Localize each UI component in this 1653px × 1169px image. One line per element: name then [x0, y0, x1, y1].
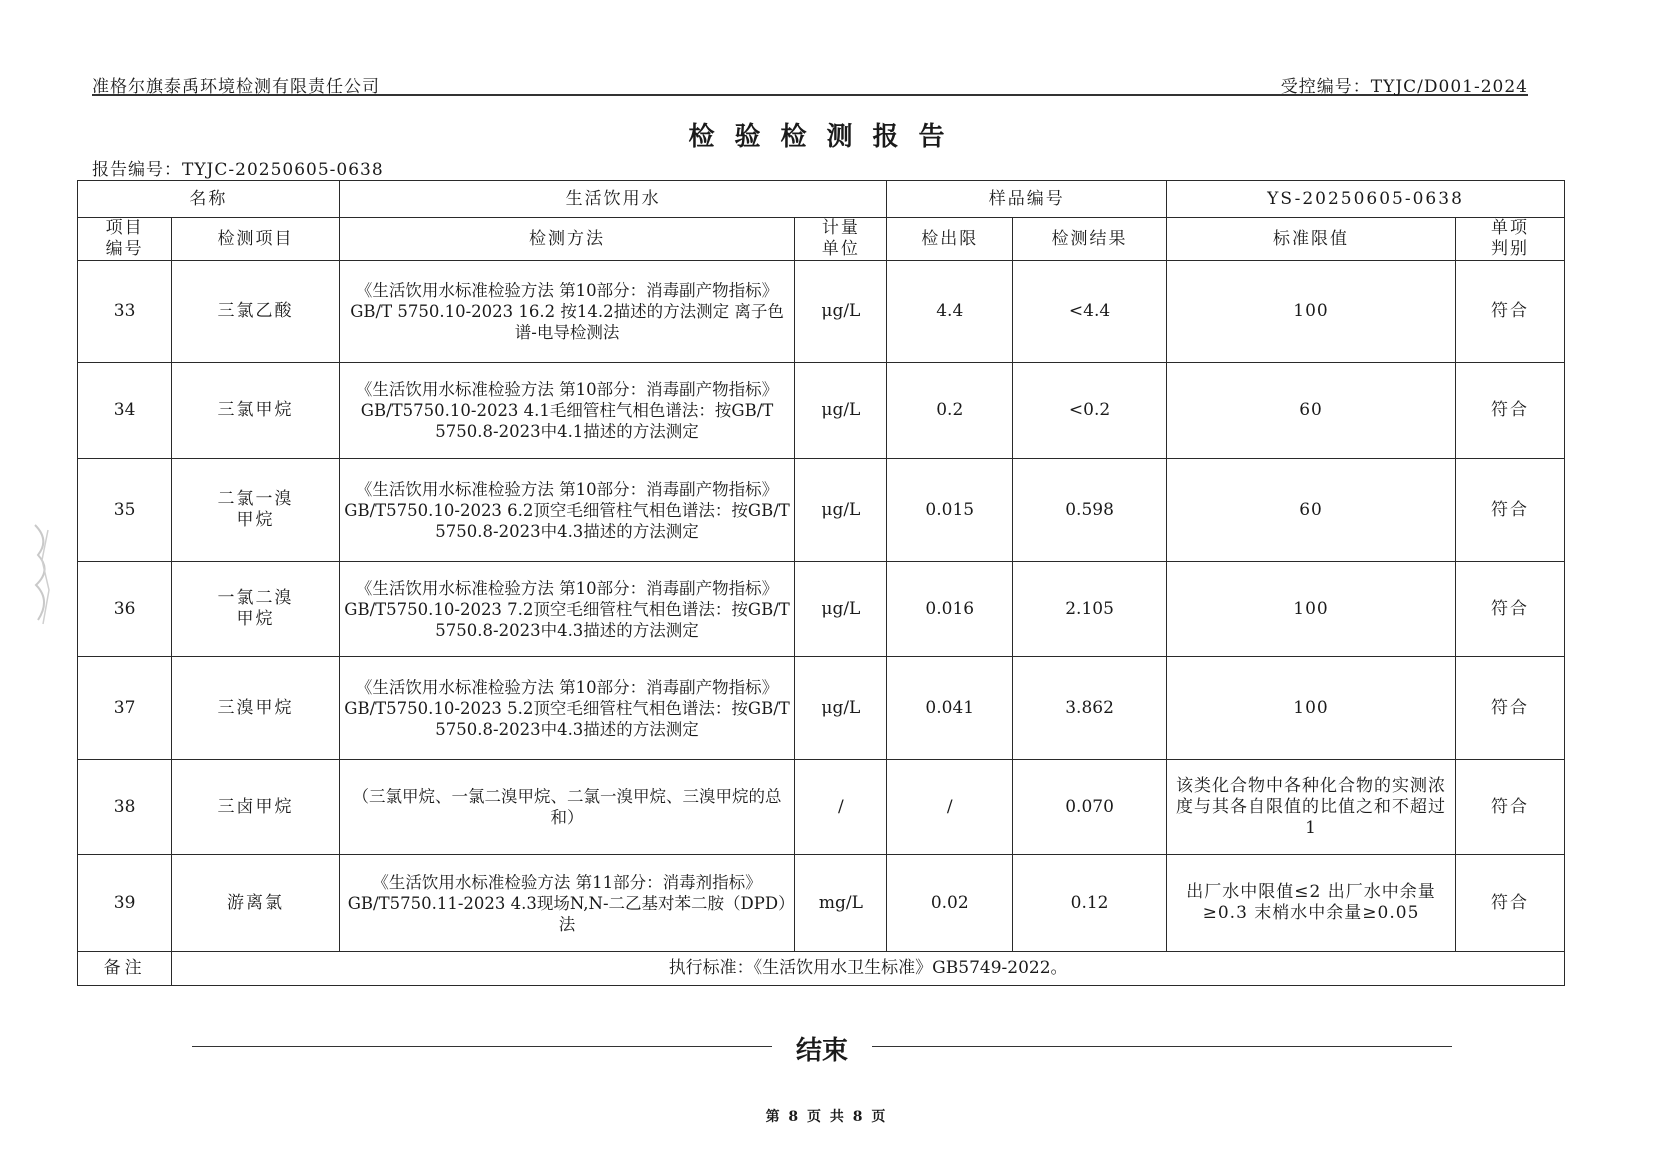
- end-rule-right: [872, 1046, 1452, 1047]
- test-method: 《生活饮用水标准检验方法 第10部分：消毒副产物指标》GB/T5750.10-2023 6.2顶空毛细管柱气相色谱法：按GB/T 5750.8-2023中4.3描述的方法测定: [339, 459, 795, 562]
- item-number: 39: [78, 855, 172, 952]
- detection-limit: 0.015: [887, 459, 1013, 562]
- column-header: 检测方法: [339, 218, 795, 261]
- column-header: 标准限值: [1167, 218, 1456, 261]
- report-title: 检验检测报告: [688, 122, 965, 152]
- test-method: 《生活饮用水标准检验方法 第11部分：消毒剂指标》GB/T5750.11-2023 4.3现场N,N-二乙基对苯二胺（DPD）法: [339, 855, 795, 952]
- standard-limit: 100: [1167, 562, 1456, 657]
- item-number: 35: [78, 459, 172, 562]
- detection-limit: /: [887, 760, 1013, 855]
- test-method: （三氯甲烷、一氯二溴甲烷、二氯一溴甲烷、三溴甲烷的总和）: [339, 760, 795, 855]
- standard-limit: 60: [1167, 363, 1456, 459]
- end-marker: [192, 1030, 1452, 1066]
- item-number: 36: [78, 562, 172, 657]
- item-number: 33: [78, 261, 172, 363]
- standard-limit: 100: [1167, 261, 1456, 363]
- item-name: 三氯乙酸: [172, 261, 340, 363]
- item-number: 37: [78, 657, 172, 760]
- page-header: [92, 72, 1528, 96]
- item-number: 34: [78, 363, 172, 459]
- judgement: 符合: [1456, 459, 1565, 562]
- test-result: 2.105: [1013, 562, 1167, 657]
- item-name: 三溴甲烷: [172, 657, 340, 760]
- table-row: [78, 760, 1565, 855]
- sample-value: YS-20250605-0638: [1167, 181, 1565, 218]
- test-method: 《生活饮用水标准检验方法 第10部分：消毒副产物指标》GB/T5750.10-2023 7.2顶空毛细管柱气相色谱法：按GB/T 5750.8-2023中4.3描述的方法测定: [339, 562, 795, 657]
- test-method: 《生活饮用水标准检验方法 第10部分：消毒副产物指标》GB/T 5750.10-2023 16.2 按14.2描述的方法测定 离子色谱-电导检测法: [339, 261, 795, 363]
- name-value: 生活饮用水: [339, 181, 887, 218]
- standard-limit: 100: [1167, 657, 1456, 760]
- table-row: [78, 363, 1565, 459]
- sample-info-row: [78, 181, 1565, 218]
- table-row: [78, 459, 1565, 562]
- unit: μg/L: [795, 363, 887, 459]
- test-result: <4.4: [1013, 261, 1167, 363]
- detection-limit: 0.016: [887, 562, 1013, 657]
- judgement: 符合: [1456, 363, 1565, 459]
- item-name: 二氯一溴 甲烷: [172, 459, 340, 562]
- unit: μg/L: [795, 261, 887, 363]
- test-result: <0.2: [1013, 363, 1167, 459]
- remark-row: [78, 952, 1565, 986]
- column-header: 项目 编号: [78, 218, 172, 261]
- table-row: [78, 855, 1565, 952]
- unit: mg/L: [795, 855, 887, 952]
- page-footer: 第 8 页 共 8 页: [765, 1109, 888, 1125]
- table-row: [78, 261, 1565, 363]
- control-number: 受控编号：TYJC/D001-2024: [1280, 77, 1528, 97]
- test-result: 0.12: [1013, 855, 1167, 952]
- detection-limit: 0.2: [887, 363, 1013, 459]
- item-name: 三卤甲烷: [172, 760, 340, 855]
- unit: /: [795, 760, 887, 855]
- column-header-row: [78, 218, 1565, 261]
- item-name: 游离氯: [172, 855, 340, 952]
- judgement: 符合: [1456, 657, 1565, 760]
- test-method: 《生活饮用水标准检验方法 第10部分：消毒副产物指标》GB/T5750.10-2023 5.2顶空毛细管柱气相色谱法：按GB/T 5750.8-2023中4.3描述的方法测定: [339, 657, 795, 760]
- company-name: 准格尔旗泰禹环境检测有限责任公司: [92, 77, 380, 97]
- judgement: 符合: [1456, 261, 1565, 363]
- unit: μg/L: [795, 657, 887, 760]
- sample-label: 样品编号: [887, 181, 1167, 218]
- column-header: 检测项目: [172, 218, 340, 261]
- column-header: 检测结果: [1013, 218, 1167, 261]
- report-number: 报告编号：TYJC-20250605-0638: [92, 160, 384, 180]
- judgement: 符合: [1456, 855, 1565, 952]
- remark-label: 备注: [78, 952, 172, 986]
- table-row: [78, 562, 1565, 657]
- remark-value: 执行标准：《生活饮用水卫生标准》GB5749-2022。: [172, 952, 1565, 986]
- column-header: 检出限: [887, 218, 1013, 261]
- standard-limit: 60: [1167, 459, 1456, 562]
- unit: μg/L: [795, 562, 887, 657]
- end-rule-left: [192, 1046, 772, 1047]
- seam-stamp-mark: [30, 520, 56, 630]
- test-method: 《生活饮用水标准检验方法 第10部分：消毒副产物指标》GB/T5750.10-2023 4.1毛细管柱气相色谱法：按GB/T 5750.8-2023中4.1描述的方法测定: [339, 363, 795, 459]
- table-row: [78, 657, 1565, 760]
- detection-limit: 0.041: [887, 657, 1013, 760]
- standard-limit: 出厂水中限值≤2 出厂水中余量≥0.3 末梢水中余量≥0.05: [1167, 855, 1456, 952]
- item-number: 38: [78, 760, 172, 855]
- test-result: 0.070: [1013, 760, 1167, 855]
- detection-limit: 0.02: [887, 855, 1013, 952]
- judgement: 符合: [1456, 760, 1565, 855]
- item-name: 三氯甲烷: [172, 363, 340, 459]
- end-text: 结束: [792, 1036, 852, 1066]
- test-result: 0.598: [1013, 459, 1167, 562]
- column-header: 单项 判别: [1456, 218, 1565, 261]
- standard-limit: 该类化合物中各种化合物的实测浓度与其各自限值的比值之和不超过1: [1167, 760, 1456, 855]
- judgement: 符合: [1456, 562, 1565, 657]
- column-header: 计量 单位: [795, 218, 887, 261]
- unit: μg/L: [795, 459, 887, 562]
- detection-limit: 4.4: [887, 261, 1013, 363]
- item-name: 一氯二溴 甲烷: [172, 562, 340, 657]
- results-table: [77, 180, 1565, 986]
- test-result: 3.862: [1013, 657, 1167, 760]
- name-label: 名称: [78, 181, 340, 218]
